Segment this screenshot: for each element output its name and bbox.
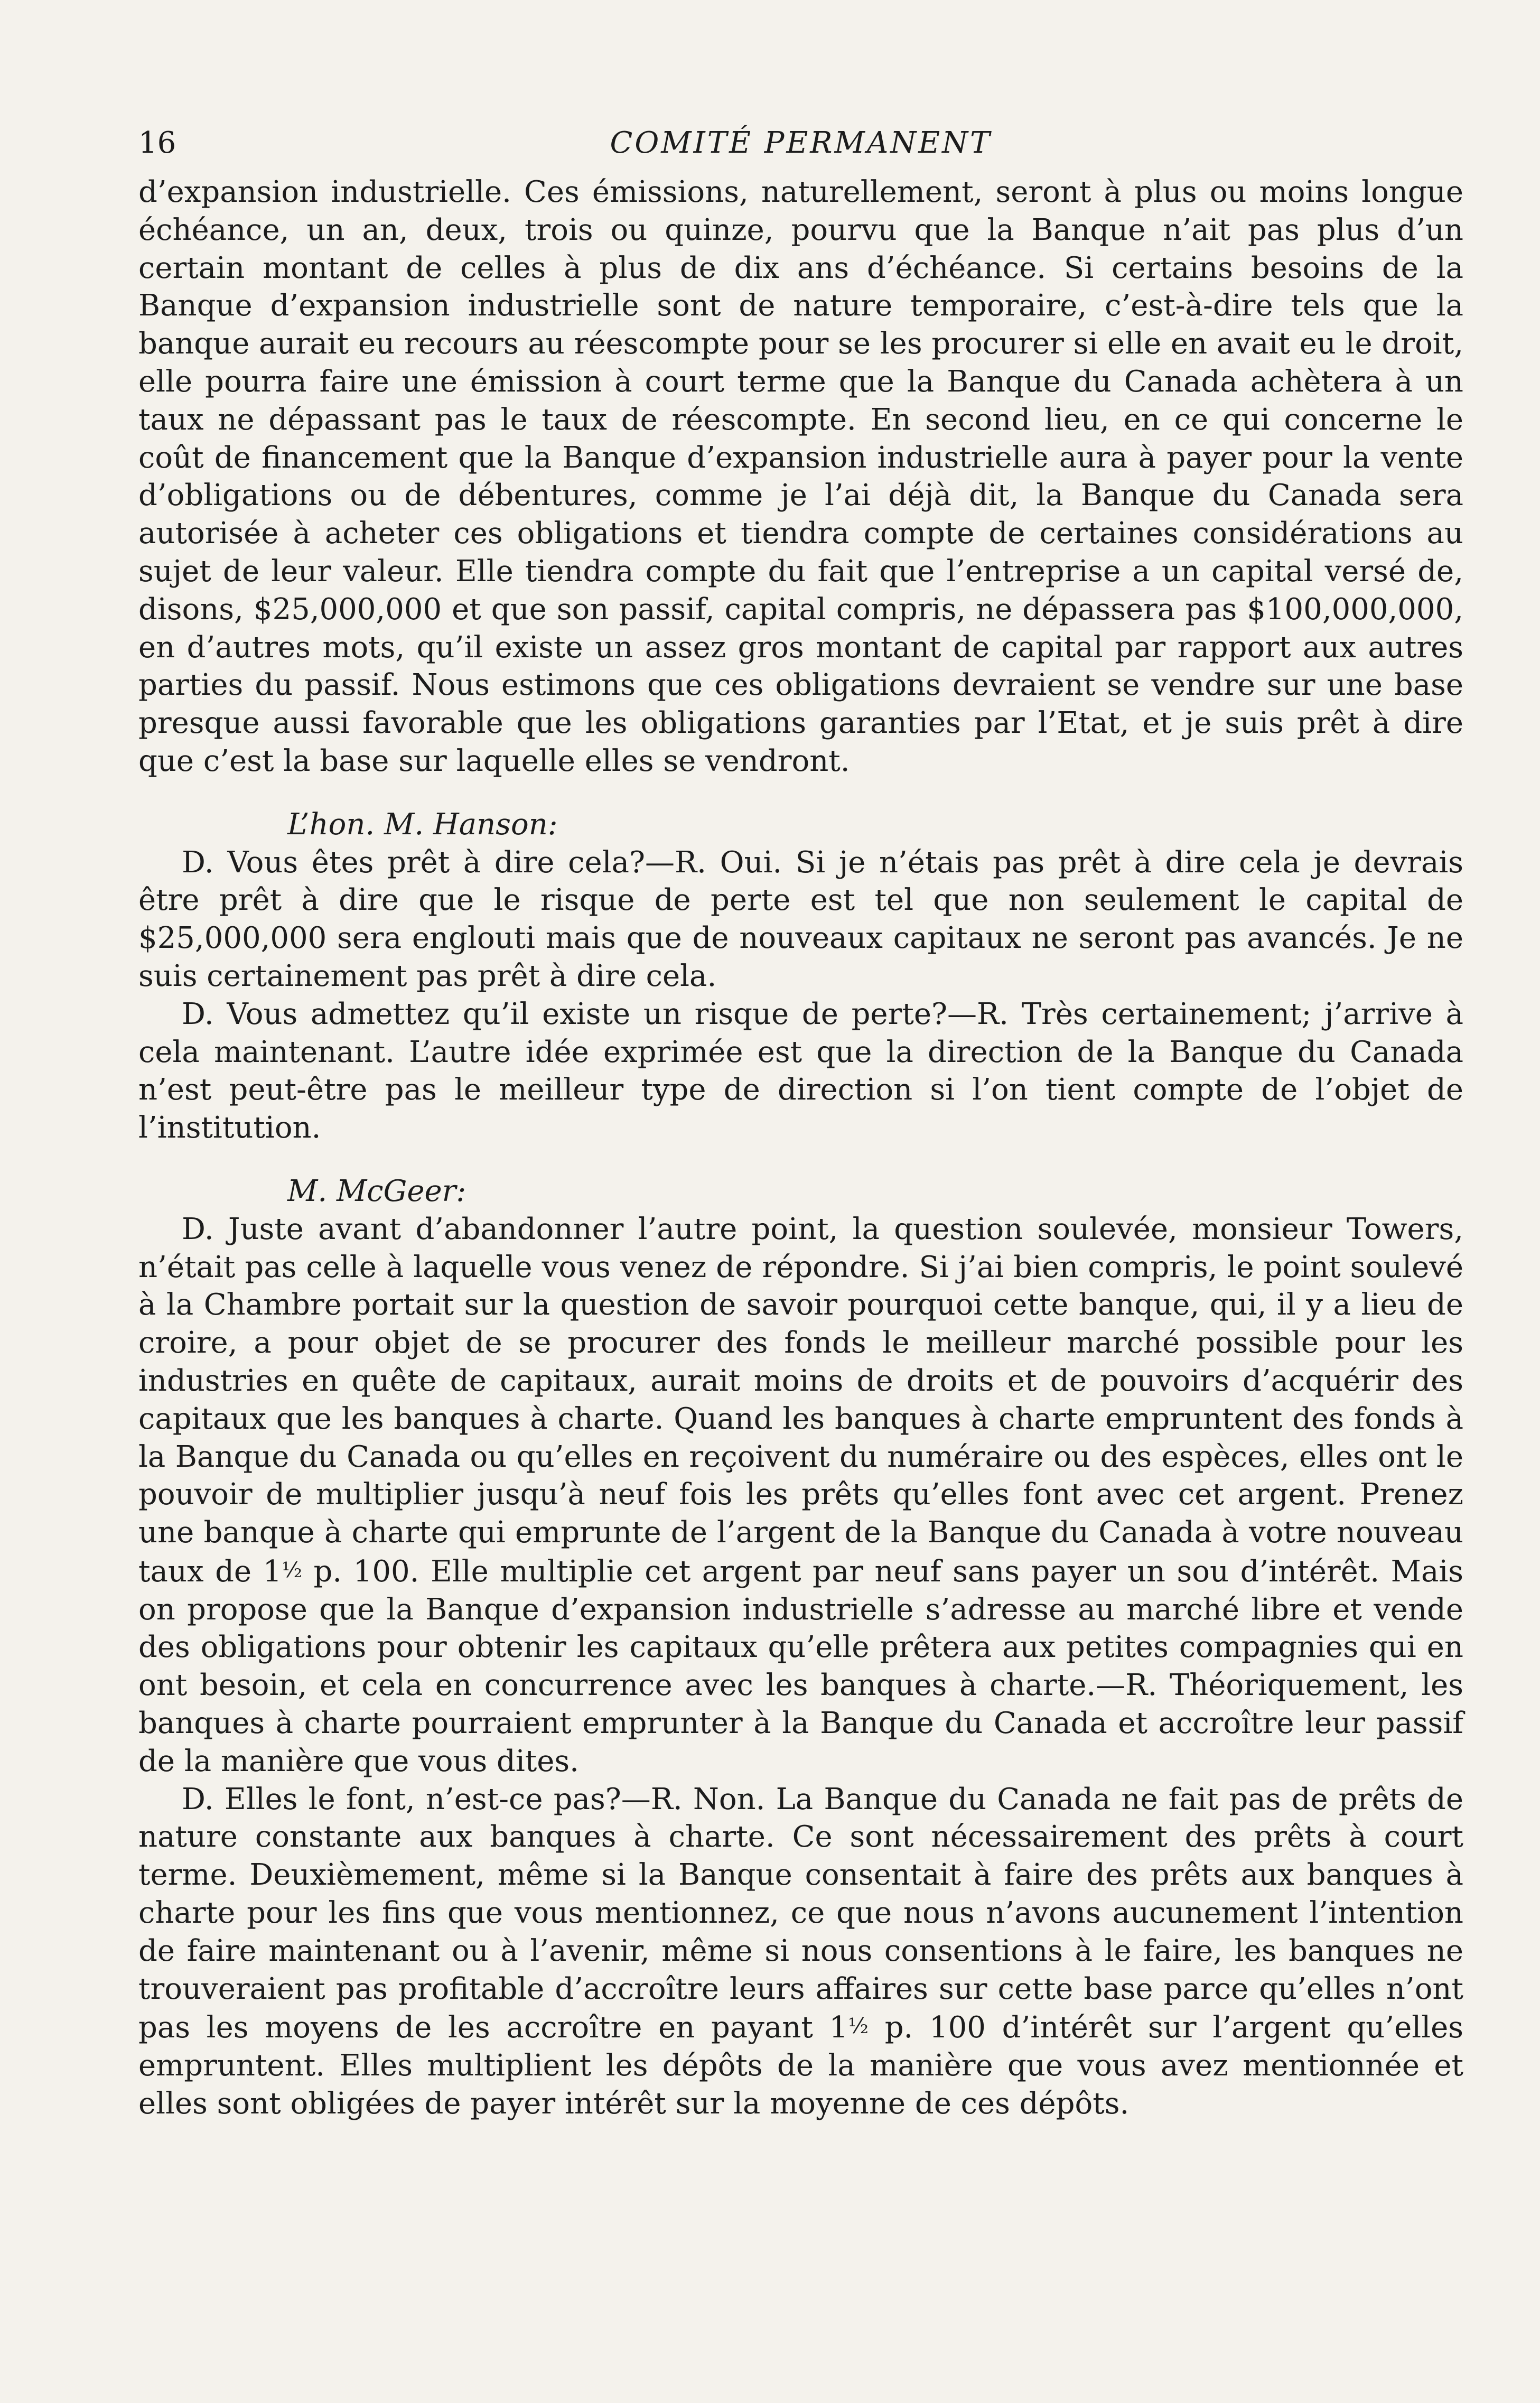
speaker-hanson: L’hon. M. Hanson: bbox=[287, 807, 558, 842]
paragraph-5 bbox=[138, 1781, 1463, 2123]
paragraph-5-text-b: p. 100 d’intérêt sur l’argent qu’elles empruntent. Elles multiplient les dépôts de la manière que vous avez mentionnée et elles sont obligées de payer intérêt sur la moyenne de ces dépôts. bbox=[138, 2010, 1464, 2121]
paragraph-4-text-a: D. Juste avant d’abandonner l’autre point, la question soulevée, monsieur Towers, n’était pas celle à laquelle vous venez de répondre. Si j’ai bien compris, le point soulevé à la Chambre portait sur la question de savoir pourquoi cette banque, qui, il y a lieu de croire, a pour objet de se procurer des fonds le meilleur marché possible pour les industries en quête de capitaux, aurait moins de droits et de pouvoirs d’acquérir des capitaux que les banques à charte. Quand les banques à charte empruntent des fonds à la Banque du Canada ou qu’elles en reçoivent du numéraire ou des espèces, elles ont le pouvoir de multiplier jusqu’à neuf fois les prêts qu’elles font avec cet argent. Prenez une banque à charte qui emprunte de l’argent de la Banque du Canada à votre nouveau taux de 1 bbox=[138, 1212, 1463, 1589]
fraction-half: ½ bbox=[282, 1558, 303, 1582]
body-text bbox=[138, 173, 1463, 2123]
fraction-half: ½ bbox=[848, 2014, 869, 2039]
paragraph-2: D. Vous êtes prêt à dire cela?—R. Oui. Si je n’étais pas prêt à dire cela je devrais être prêt à dire que le risque de perte est tel que non seulement le capital de $25,000,000 sera englouti mais que de nouveaux capitaux ne seront pas avancés. Je ne suis certainement pas prêt à dire cela. bbox=[138, 845, 1463, 993]
page-number: 16 bbox=[138, 126, 176, 160]
page-header bbox=[138, 126, 1463, 173]
paragraph-3: D. Vous admettez qu’il existe un risque de perte?—R. Très certainement; j’arrive à cela maintenant. L’autre idée exprimée est que la direction de la Banque du Canada n’est peut-être pas le meilleur type de direction si l’on tient compte de l’objet de l’institution. bbox=[138, 996, 1463, 1145]
paragraph-1: d’expansion industrielle. Ces émissions, naturellement, seront à plus ou moins longue échéance, un an, deux, trois ou quinze, pourvu que la Banque n’ait pas plus d’un certain montant de celles à plus de dix ans d’échéance. Si certains besoins de la Banque d’expansion industrielle sont de nature temporaire, c’est-à-dire tels que la banque aurait eu recours au réescompte pour se les procurer si elle en avait eu le droit, elle pourra faire une émission à court terme que la Banque du Canada achètera à un taux ne dépassant pas le taux de réescompte. En second lieu, en ce qui concerne le coût de financement que la Banque d’expansion industrielle aura à payer pour la vente d’obligations ou de débentures, comme je l’ai déjà dit, la Banque du Canada sera autorisée à acheter ces obligations et tiendra compte de certaines considérations au sujet de leur valeur. Elle tiendra compte du fait que l’entreprise a un capital versé de, disons, $25,000,000 et que son passif, capital compris, ne dépassera pas $100,000,000, en d’autres mots, qu’il existe un assez gros montant de capital par rapport aux autres parties du passif. Nous estimons que ces obligations devraient se vendre sur une base presque aussi favorable que les obligations garanties par l’Etat, et je suis prêt à dire que c’est la base sur laquelle elles se vendront. bbox=[138, 175, 1463, 778]
speaker-mcgeer: M. McGeer: bbox=[287, 1173, 466, 1208]
document-page bbox=[138, 126, 1463, 2123]
running-title: COMITÉ PERMANENT bbox=[610, 126, 992, 160]
paragraph-4-text-b: p. 100. Elle multiplie cet argent par neuf sans payer un sou d’intérêt. Mais on propose que la Banque d’expansion industrielle s’adresse au marché libre et vende des obligations pour obtenir les capitaux qu’elle prêtera aux petites compagnies qui en ont besoin, et cela en concurrence avec les banques à charte.—R. Théoriquement, les banques à charte pourraient emprunter à la Banque du Canada et accroître leur passif de la manière que vous dites. bbox=[138, 1554, 1463, 1778]
paragraph-4 bbox=[138, 1210, 1463, 1781]
paragraph-5-text-a: D. Elles le font, n’est-ce pas?—R. Non. La Banque du Canada ne fait pas de prêts de nature constante aux banques à charte. Ce sont nécessairement des prêts à court terme. Deuxièmement, même si la Banque consentait à faire des prêts aux banques à charte pour les fins que vous mentionnez, ce que nous n’avons aucunement l’intention de faire maintenant ou à l’avenir, même si nous consentions à le faire, les banques ne trouveraient pas profitable d’accroître leurs affaires sur cette base parce qu’elles n’ont pas les moyens de les accroître en payant 1 bbox=[138, 1782, 1463, 2045]
